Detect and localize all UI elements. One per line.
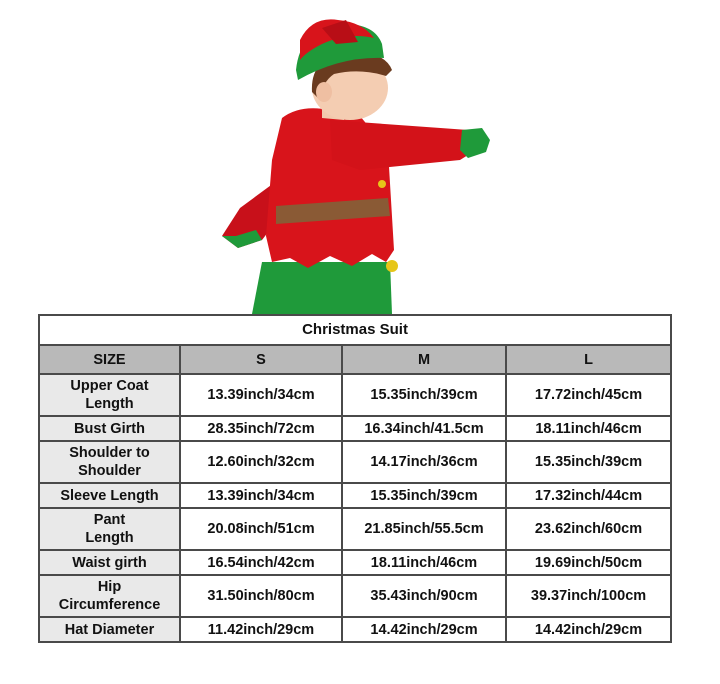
value-cell-s: 13.39inch/34cm: [180, 483, 342, 508]
value-cell-m: 35.43inch/90cm: [342, 575, 506, 617]
value-cell-s: 13.39inch/34cm: [180, 374, 342, 416]
table-row: [39, 374, 671, 416]
header-l: L: [506, 345, 671, 374]
bell-2: [378, 180, 386, 188]
table-row: [39, 575, 671, 617]
table-row: [39, 416, 671, 441]
value-cell-l: 15.35inch/39cm: [506, 441, 671, 483]
product-photo-child-elf-costume: [0, 0, 720, 314]
green-mitten: [460, 128, 490, 158]
row-label: Hip Circumference: [39, 575, 180, 617]
size-chart-table: [38, 314, 672, 643]
row-label: Hat Diameter: [39, 617, 180, 642]
value-cell-l: 19.69inch/50cm: [506, 550, 671, 575]
value-cell-m: 15.35inch/39cm: [342, 374, 506, 416]
value-cell-s: 28.35inch/72cm: [180, 416, 342, 441]
table-row: [39, 550, 671, 575]
value-cell-l: 14.42inch/29cm: [506, 617, 671, 642]
row-label: Upper Coat Length: [39, 374, 180, 416]
value-cell-m: 16.34inch/41.5cm: [342, 416, 506, 441]
value-cell-s: 12.60inch/32cm: [180, 441, 342, 483]
header-row: [39, 345, 671, 374]
green-pants: [252, 262, 392, 314]
value-cell-l: 39.37inch/100cm: [506, 575, 671, 617]
value-cell-m: 14.17inch/36cm: [342, 441, 506, 483]
header-size: SIZE: [39, 345, 180, 374]
table-row: [39, 441, 671, 483]
value-cell-s: 20.08inch/51cm: [180, 508, 342, 550]
value-cell-m: 18.11inch/46cm: [342, 550, 506, 575]
caption-row: [39, 315, 671, 345]
row-label: Sleeve Length: [39, 483, 180, 508]
row-label: Shoulder to Shoulder: [39, 441, 180, 483]
row-label: Pant Length: [39, 508, 180, 550]
header-s: S: [180, 345, 342, 374]
table-row: [39, 508, 671, 550]
value-cell-l: 18.11inch/46cm: [506, 416, 671, 441]
header-m: M: [342, 345, 506, 374]
table-row: [39, 483, 671, 508]
value-cell-l: 17.32inch/44cm: [506, 483, 671, 508]
child-ear: [316, 82, 332, 102]
value-cell-s: 31.50inch/80cm: [180, 575, 342, 617]
table-row: [39, 617, 671, 642]
value-cell-m: 15.35inch/39cm: [342, 483, 506, 508]
value-cell-l: 23.62inch/60cm: [506, 508, 671, 550]
value-cell-s: 11.42inch/29cm: [180, 617, 342, 642]
bell-1: [386, 260, 398, 272]
row-label: Bust Girth: [39, 416, 180, 441]
red-sleeve: [330, 120, 476, 170]
value-cell-l: 17.72inch/45cm: [506, 374, 671, 416]
value-cell-m: 21.85inch/55.5cm: [342, 508, 506, 550]
value-cell-s: 16.54inch/42cm: [180, 550, 342, 575]
table-caption: Christmas Suit: [39, 315, 671, 345]
row-label: Waist girth: [39, 550, 180, 575]
value-cell-m: 14.42inch/29cm: [342, 617, 506, 642]
